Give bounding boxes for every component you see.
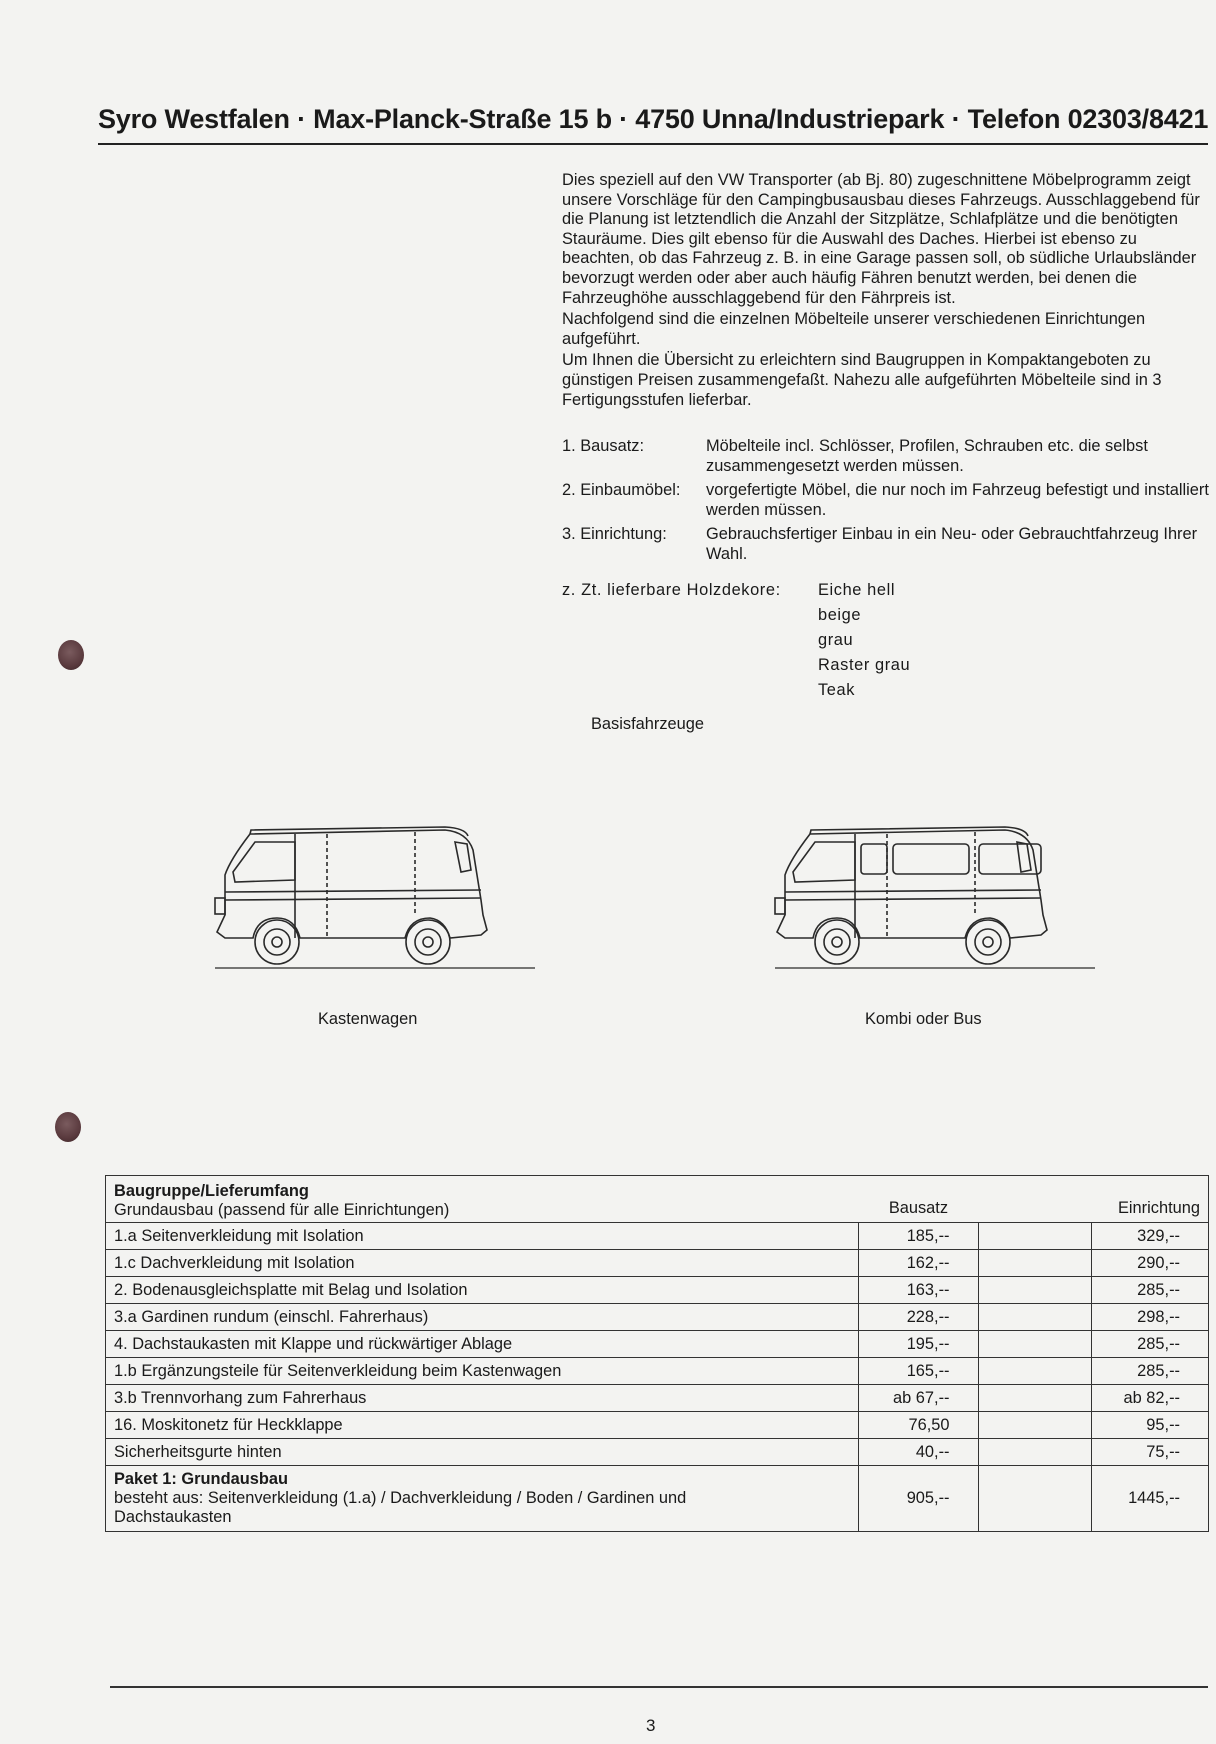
page-number: 3 [646, 1716, 656, 1735]
decor-option: Raster grau [818, 656, 911, 674]
einrichtung-price: 329,-- [1091, 1223, 1208, 1250]
spacer-cell [978, 1466, 1091, 1532]
package-row [106, 1466, 1209, 1532]
table-header-row [106, 1176, 1209, 1223]
decor-option: grau [818, 631, 854, 649]
einrichtung-price: 75,-- [1091, 1439, 1208, 1466]
company-header: Syro Westfalen · Max-Planck-Straße 15 b · 4750 Unna/Industriepark · Telefon 02303/8421 [98, 104, 1209, 134]
table-row [106, 1385, 1209, 1412]
column-header-bausatz: Bausatz [859, 1176, 978, 1223]
item-name: 1.a Seitenverkleidung mit Isolation [106, 1223, 859, 1250]
spacer-cell [978, 1331, 1091, 1358]
item-name: 4. Dachstaukasten mit Klappe und rückwärtiger Ablage [106, 1331, 859, 1358]
column-header-gap [978, 1176, 1091, 1223]
table-row [106, 1412, 1209, 1439]
bausatz-price: 40,-- [859, 1439, 978, 1466]
einrichtung-price: 285,-- [1091, 1331, 1208, 1358]
spacer-cell [978, 1385, 1091, 1412]
decor-option: Eiche hell [818, 581, 896, 599]
stage-item [562, 525, 1212, 564]
table-header-title: Baugruppe/Lieferumfang [114, 1182, 309, 1200]
einrichtung-price: 298,-- [1091, 1304, 1208, 1331]
production-stages [562, 437, 1212, 570]
table-row [106, 1358, 1209, 1385]
spacer-cell [978, 1304, 1091, 1331]
punch-hole-top [58, 640, 84, 670]
panel-van-drawing [205, 820, 545, 980]
stage-item [562, 481, 1212, 520]
footer-rule [110, 1686, 1208, 1688]
stage-text: Gebrauchsfertiger Einbau in ein Neu- oder Gebrauchtfahrzeug Ihrer Wahl. [706, 525, 1198, 563]
price-table [105, 1175, 1209, 1532]
column-header-einrichtung: Einrichtung [1091, 1176, 1208, 1223]
package-cell [106, 1466, 859, 1532]
bus-drawing [765, 820, 1105, 980]
bausatz-price: ab 67,-- [859, 1385, 978, 1412]
table-row [106, 1304, 1209, 1331]
stage-text: Möbelteile incl. Schlösser, Profilen, Schrauben etc. die selbst zusammengesetzt werden müssen. [706, 437, 1148, 475]
stage-label: 1. Bausatz: [562, 437, 645, 455]
table-header-subtitle: Grundausbau (passend für alle Einrichtungen) [114, 1201, 450, 1219]
bausatz-price: 76,50 [859, 1412, 978, 1439]
table-row [106, 1250, 1209, 1277]
stage-label: 2. Einbaumöbel: [562, 481, 681, 500]
bus-caption: Kombi oder Bus [865, 1010, 982, 1028]
spacer-cell [978, 1358, 1091, 1385]
bausatz-price: 163,-- [859, 1277, 978, 1304]
table-row [106, 1439, 1209, 1466]
bausatz-price: 165,-- [859, 1358, 978, 1385]
item-name: 1.c Dachverkleidung mit Isolation [106, 1250, 859, 1277]
panel-van-caption: Kastenwagen [318, 1010, 418, 1028]
spacer-cell [978, 1439, 1091, 1466]
wood-decor-list [562, 578, 910, 703]
intro-paragraph-3: Um Ihnen die Übersicht zu erleichtern sind Baugruppen in Kompaktangeboten zu günstigen Preisen zusammengefaßt. Nahezu alle aufgeführten Möbelteile sind in 3 Fertigungsstufen lieferbar. [562, 351, 1162, 409]
package-bausatz-price: 905,-- [859, 1466, 978, 1532]
decor-option: beige [818, 606, 862, 624]
package-description: besteht aus: Seitenverkleidung (1.a) / Dachverkleidung / Boden / Gardinen und Dachstaukasten [114, 1489, 687, 1526]
item-name: 16. Moskitonetz für Heckklappe [106, 1412, 859, 1439]
intro-paragraph-1: Dies speziell auf den VW Transporter (ab Bj. 80) zugeschnittene Möbelprogramm zeigt unsere Vorschläge für den Campingbusausbau dieses Fahrzeugs. Ausschlaggebend für die Planung ist letztendlich die Anzahl der Sitzplätze, Schlafplätze und die benötigten Stauräume. Dies gilt ebenso für die Auswahl des Daches. Hierbei ist ebenso zu beachten, ob das Fahrzeug z. B. in eine Garage passen soll, ob südliche Urlaubsländer bevorzugt werden oder aber auch häufig Fähren benutzt werden, bei denen die Fahrzeughöhe ausschlaggebend für den Fährpreis ist. [562, 171, 1200, 307]
item-name: 1.b Ergänzungsteile für Seitenverkleidung beim Kastenwagen [106, 1358, 859, 1385]
intro-paragraph-2: Nachfolgend sind die einzelnen Möbelteile unserer verschiedenen Einrichtungen aufgeführt. [562, 310, 1146, 348]
einrichtung-price: ab 82,-- [1091, 1385, 1208, 1412]
punch-hole-bottom [55, 1112, 81, 1142]
spacer-cell [978, 1223, 1091, 1250]
stage-label: 3. Einrichtung: [562, 525, 667, 544]
stage-item [562, 437, 1212, 476]
spacer-cell [978, 1412, 1091, 1439]
bausatz-price: 162,-- [859, 1250, 978, 1277]
einrichtung-price: 285,-- [1091, 1277, 1208, 1304]
spacer-cell [978, 1277, 1091, 1304]
package-title: Paket 1: Grundausbau [114, 1470, 288, 1488]
table-row [106, 1277, 1209, 1304]
item-name: 3.b Trennvorhang zum Fahrerhaus [106, 1385, 859, 1412]
einrichtung-price: 290,-- [1091, 1250, 1208, 1277]
base-vehicles-heading: Basisfahrzeuge [591, 715, 704, 733]
item-name: 2. Bodenausgleichsplatte mit Belag und Isolation [106, 1277, 859, 1304]
bausatz-price: 185,-- [859, 1223, 978, 1250]
table-row [106, 1223, 1209, 1250]
intro-text [562, 171, 1209, 412]
table-header-cell [106, 1176, 859, 1223]
decor-option: Teak [818, 681, 856, 699]
bausatz-price: 228,-- [859, 1304, 978, 1331]
item-name: 3.a Gardinen rundum (einschl. Fahrerhaus) [106, 1304, 859, 1331]
package-einrichtung-price: 1445,-- [1091, 1466, 1208, 1532]
spacer-cell [978, 1250, 1091, 1277]
einrichtung-price: 285,-- [1091, 1358, 1208, 1385]
einrichtung-price: 95,-- [1091, 1412, 1208, 1439]
bausatz-price: 195,-- [859, 1331, 978, 1358]
item-name: Sicherheitsgurte hinten [106, 1439, 859, 1466]
header-rule [98, 143, 1208, 145]
stage-text: vorgefertigte Möbel, die nur noch im Fahrzeug befestigt und installiert werden müssen. [706, 481, 1209, 519]
decor-label: z. Zt. lieferbare Holzdekore: [562, 581, 781, 599]
table-row [106, 1331, 1209, 1358]
